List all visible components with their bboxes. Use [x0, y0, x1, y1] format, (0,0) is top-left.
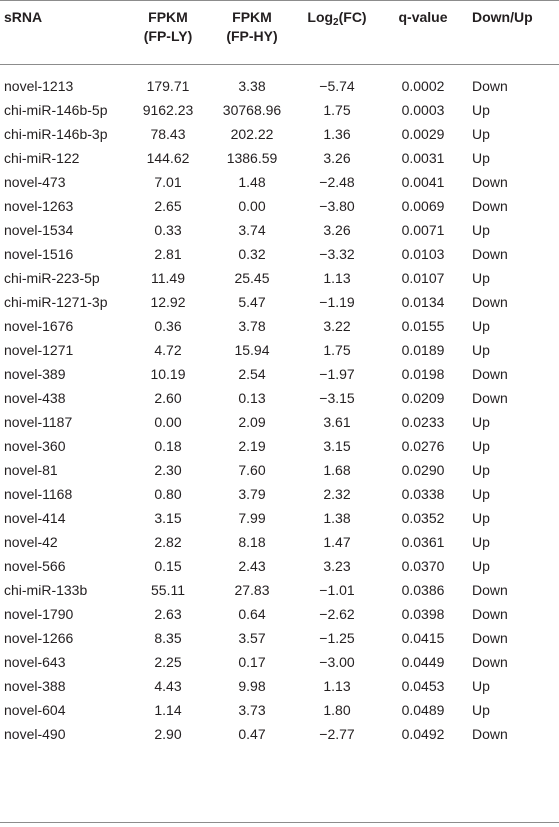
cell-log2fc: 1.68: [323, 462, 351, 478]
cell-downup: Down: [472, 726, 508, 742]
cell-fpkm-ly: 0.33: [154, 222, 182, 238]
table-row: [0, 482, 559, 506]
cell-fpkm-ly: 8.35: [154, 630, 182, 646]
cell-qvalue: 0.0071: [401, 222, 445, 238]
cell-downup: Up: [472, 438, 490, 454]
cell-qvalue: 0.0386: [401, 582, 445, 598]
cell-downup: Down: [472, 174, 508, 190]
table-row: [0, 434, 559, 458]
header-srna: [0, 0, 126, 64]
cell-log2fc: −1.19: [319, 294, 355, 310]
table-row: [0, 338, 559, 362]
cell-qvalue: 0.0069: [401, 198, 445, 214]
cell-fpkm-ly: 179.71: [146, 78, 190, 94]
cell-srna: chi-miR-223-5p: [4, 270, 100, 286]
cell-qvalue: 0.0415: [401, 630, 445, 646]
cell-srna: novel-643: [4, 654, 66, 670]
cell-log2fc: 1.13: [323, 270, 351, 286]
table-row: [0, 170, 559, 194]
cell-srna: novel-1263: [4, 198, 74, 214]
cell-log2fc: 3.26: [323, 222, 351, 238]
header-downup-label: Down/Up: [472, 9, 533, 25]
cell-log2fc: 3.22: [323, 318, 351, 334]
table-row: [0, 242, 559, 266]
cell-downup: Up: [472, 486, 490, 502]
header-fpkm-hy-line1: FPKM: [232, 9, 272, 25]
cell-log2fc: −3.32: [319, 246, 355, 262]
cell-downup: Down: [472, 198, 508, 214]
table-row: [0, 410, 559, 434]
cell-log2fc: 1.47: [323, 534, 351, 550]
table-row: [0, 554, 559, 578]
cell-qvalue: 0.0031: [401, 150, 445, 166]
cell-downup: Down: [472, 630, 508, 646]
cell-qvalue: 0.0134: [401, 294, 445, 310]
cell-qvalue: 0.0276: [401, 438, 445, 454]
header-qvalue: [380, 0, 466, 64]
cell-fpkm-hy: 3.79: [238, 486, 266, 502]
cell-fpkm-hy: 7.60: [238, 462, 266, 478]
cell-qvalue: 0.0209: [401, 390, 445, 406]
cell-fpkm-hy: 25.45: [234, 270, 270, 286]
cell-srna: novel-81: [4, 462, 58, 478]
cell-log2fc: −1.97: [319, 366, 355, 382]
cell-fpkm-ly: 78.43: [150, 126, 186, 142]
cell-log2fc: 1.75: [323, 102, 351, 118]
cell-log2fc: −3.15: [319, 390, 355, 406]
table-row: [0, 98, 559, 122]
table-header: [0, 0, 559, 64]
table-row: [0, 698, 559, 722]
cell-fpkm-ly: 55.11: [151, 582, 185, 598]
cell-fpkm-hy: 30768.96: [222, 102, 282, 118]
cell-downup: Up: [472, 102, 490, 118]
cell-log2fc: 3.15: [323, 438, 351, 454]
cell-downup: Down: [472, 606, 508, 622]
cell-qvalue: 0.0449: [401, 654, 445, 670]
cell-fpkm-ly: 0.36: [154, 318, 182, 334]
header-fpkm-ly: [126, 0, 210, 64]
cell-downup: Up: [472, 150, 490, 166]
cell-qvalue: 0.0155: [401, 318, 445, 334]
cell-downup: Down: [472, 246, 508, 262]
table-row: [0, 146, 559, 170]
cell-srna: novel-1790: [4, 606, 74, 622]
cell-log2fc: −1.01: [319, 582, 355, 598]
cell-log2fc: −2.62: [319, 606, 355, 622]
cell-srna: chi-miR-146b-5p: [4, 102, 108, 118]
cell-fpkm-ly: 12.92: [150, 294, 186, 310]
table-row: [0, 458, 559, 482]
cell-log2fc: 3.26: [323, 150, 351, 166]
table-row: [0, 602, 559, 626]
cell-fpkm-hy: 0.47: [238, 726, 266, 742]
cell-fpkm-hy: 3.78: [238, 318, 266, 334]
cell-fpkm-ly: 2.82: [154, 534, 182, 550]
cell-downup: Down: [472, 654, 508, 670]
cell-fpkm-ly: 2.25: [154, 654, 182, 670]
table-row: [0, 194, 559, 218]
table-row: [0, 626, 559, 650]
cell-qvalue: 0.0290: [401, 462, 445, 478]
cell-fpkm-ly: 3.15: [154, 510, 182, 526]
cell-fpkm-hy: 3.74: [238, 222, 266, 238]
cell-downup: Up: [472, 678, 490, 694]
cell-qvalue: 0.0352: [401, 510, 445, 526]
cell-srna: chi-miR-1271-3p: [4, 294, 108, 310]
cell-qvalue: 0.0370: [401, 558, 445, 574]
table-row: [0, 506, 559, 530]
cell-srna: novel-389: [4, 366, 66, 382]
cell-fpkm-ly: 1.14: [154, 702, 182, 718]
cell-qvalue: 0.0041: [401, 174, 445, 190]
cell-log2fc: 1.13: [323, 678, 351, 694]
cell-qvalue: 0.0103: [401, 246, 445, 262]
cell-qvalue: 0.0492: [401, 726, 445, 742]
cell-fpkm-ly: 9162.23: [142, 102, 194, 118]
cell-qvalue: 0.0029: [401, 126, 445, 142]
cell-fpkm-ly: 2.90: [154, 726, 182, 742]
cell-downup: Up: [472, 222, 490, 238]
cell-fpkm-hy: 0.13: [238, 390, 266, 406]
cell-log2fc: 3.23: [323, 558, 351, 574]
cell-log2fc: 1.80: [323, 702, 351, 718]
cell-fpkm-ly: 0.18: [154, 438, 182, 454]
table-row: [0, 122, 559, 146]
cell-srna: novel-1213: [4, 78, 74, 94]
cell-fpkm-hy: 9.98: [238, 678, 266, 694]
cell-fpkm-hy: 0.64: [238, 606, 266, 622]
cell-fpkm-hy: 2.54: [238, 366, 266, 382]
cell-srna: novel-490: [4, 726, 66, 742]
cell-qvalue: 0.0198: [401, 366, 445, 382]
cell-log2fc: 2.32: [323, 486, 351, 502]
table-row: [0, 386, 559, 410]
cell-qvalue: 0.0398: [401, 606, 445, 622]
cell-fpkm-hy: 3.73: [238, 702, 266, 718]
header-srna-label: sRNA: [4, 9, 43, 25]
cell-downup: Up: [472, 126, 490, 142]
cell-fpkm-hy: 1386.59: [226, 150, 278, 166]
cell-fpkm-hy: 27.83: [234, 582, 270, 598]
cell-fpkm-hy: 8.18: [238, 534, 266, 550]
cell-qvalue: 0.0361: [401, 534, 445, 550]
cell-fpkm-hy: 3.57: [238, 630, 266, 646]
cell-srna: novel-1266: [4, 630, 74, 646]
cell-log2fc: 1.38: [323, 510, 351, 526]
cell-log2fc: 1.75: [323, 342, 351, 358]
table-row: [0, 578, 559, 602]
cell-downup: Down: [472, 582, 508, 598]
cell-downup: Down: [472, 390, 508, 406]
cell-fpkm-hy: 0.00: [238, 198, 266, 214]
cell-qvalue: 0.0338: [401, 486, 445, 502]
cell-fpkm-ly: 2.60: [154, 390, 182, 406]
cell-log2fc: 1.36: [323, 126, 351, 142]
header-downup: [466, 0, 559, 64]
cell-fpkm-hy: 202.22: [230, 126, 274, 142]
cell-fpkm-hy: 2.19: [238, 438, 266, 454]
cell-fpkm-ly: 11.49: [151, 270, 185, 286]
cell-downup: Up: [472, 342, 490, 358]
cell-downup: Up: [472, 414, 490, 430]
cell-fpkm-ly: 2.81: [154, 246, 182, 262]
cell-fpkm-hy: 0.32: [238, 246, 266, 262]
header-log-subscript: 2: [333, 17, 339, 28]
cell-srna: chi-miR-122: [4, 150, 80, 166]
cell-fpkm-hy: 1.48: [238, 174, 266, 190]
cell-srna: novel-1187: [4, 414, 73, 430]
cell-log2fc: −2.48: [319, 174, 355, 190]
cell-log2fc: −2.77: [319, 726, 355, 742]
cell-log2fc: 3.61: [323, 414, 351, 430]
cell-fpkm-ly: 2.30: [154, 462, 182, 478]
header-fpkm-ly-line1: FPKM: [148, 9, 188, 25]
header-log-prefix: Log: [307, 9, 334, 25]
header-fpkm-hy-line2: (FP-HY): [226, 28, 278, 44]
cell-qvalue: 0.0107: [401, 270, 445, 286]
cell-fpkm-hy: 2.43: [238, 558, 266, 574]
cell-srna: novel-473: [4, 174, 66, 190]
cell-log2fc: −1.25: [319, 630, 355, 646]
cell-srna: novel-360: [4, 438, 66, 454]
cell-downup: Up: [472, 462, 490, 478]
table-row: [0, 674, 559, 698]
table-row: [0, 218, 559, 242]
cell-fpkm-ly: 0.00: [154, 414, 182, 430]
cell-srna: novel-566: [4, 558, 66, 574]
cell-fpkm-ly: 144.62: [146, 150, 190, 166]
cell-fpkm-ly: 2.63: [154, 606, 182, 622]
cell-downup: Down: [472, 294, 508, 310]
header-fpkm-ly-line2: (FP-LY): [143, 28, 193, 44]
cell-fpkm-hy: 7.99: [238, 510, 266, 526]
header-qvalue-label: q-value: [398, 9, 448, 25]
table-row: [0, 722, 559, 746]
cell-srna: chi-miR-146b-3p: [4, 126, 108, 142]
cell-qvalue: 0.0233: [401, 414, 445, 430]
table-row: [0, 314, 559, 338]
table-row: [0, 74, 559, 98]
cell-log2fc: −3.00: [319, 654, 355, 670]
table-row: [0, 530, 559, 554]
cell-fpkm-ly: 0.80: [154, 486, 182, 502]
table-row: [0, 650, 559, 674]
cell-srna: novel-1168: [4, 486, 73, 502]
cell-srna: novel-42: [4, 534, 58, 550]
cell-qvalue: 0.0189: [401, 342, 445, 358]
header-fpkm-hy: [210, 0, 294, 64]
cell-qvalue: 0.0453: [401, 678, 445, 694]
cell-qvalue: 0.0489: [401, 702, 445, 718]
cell-srna: novel-1534: [4, 222, 74, 238]
table-row: [0, 362, 559, 386]
cell-fpkm-ly: 4.43: [154, 678, 182, 694]
cell-srna: novel-1271: [4, 342, 74, 358]
cell-downup: Up: [472, 510, 490, 526]
table-row: [0, 290, 559, 314]
header-row: [0, 0, 559, 64]
cell-fpkm-hy: 5.47: [238, 294, 266, 310]
cell-qvalue: 0.0003: [401, 102, 445, 118]
cell-fpkm-hy: 3.38: [238, 78, 266, 94]
cell-fpkm-ly: 4.72: [154, 342, 182, 358]
cell-fpkm-ly: 0.15: [154, 558, 182, 574]
cell-downup: Down: [472, 366, 508, 382]
cell-srna: novel-604: [4, 702, 66, 718]
header-log2fc: [294, 0, 380, 64]
table-body-spacer: [0, 64, 559, 74]
cell-log2fc: −5.74: [319, 78, 355, 94]
cell-fpkm-ly: 10.19: [150, 366, 186, 382]
cell-srna: novel-1676: [4, 318, 74, 334]
cell-srna: novel-414: [4, 510, 66, 526]
cell-downup: Up: [472, 270, 490, 286]
table-body: [0, 64, 559, 746]
cell-fpkm-hy: 0.17: [238, 654, 266, 670]
cell-fpkm-ly: 7.01: [154, 174, 182, 190]
cell-srna: novel-388: [4, 678, 66, 694]
cell-downup: Up: [472, 318, 490, 334]
cell-fpkm-ly: 2.65: [154, 198, 182, 214]
cell-fpkm-hy: 2.09: [238, 414, 266, 430]
cell-downup: Up: [472, 702, 490, 718]
cell-downup: Up: [472, 558, 490, 574]
table-row: [0, 266, 559, 290]
cell-qvalue: 0.0002: [401, 78, 445, 94]
header-log-suffix: (FC): [338, 9, 367, 25]
cell-srna: novel-1516: [4, 246, 74, 262]
cell-srna: chi-miR-133b: [4, 582, 88, 598]
cell-srna: novel-438: [4, 390, 66, 406]
cell-log2fc: −3.80: [319, 198, 355, 214]
cell-fpkm-hy: 15.94: [234, 342, 270, 358]
cell-downup: Up: [472, 534, 490, 550]
cell-downup: Down: [472, 78, 508, 94]
table-bottom-rule: [0, 822, 559, 823]
